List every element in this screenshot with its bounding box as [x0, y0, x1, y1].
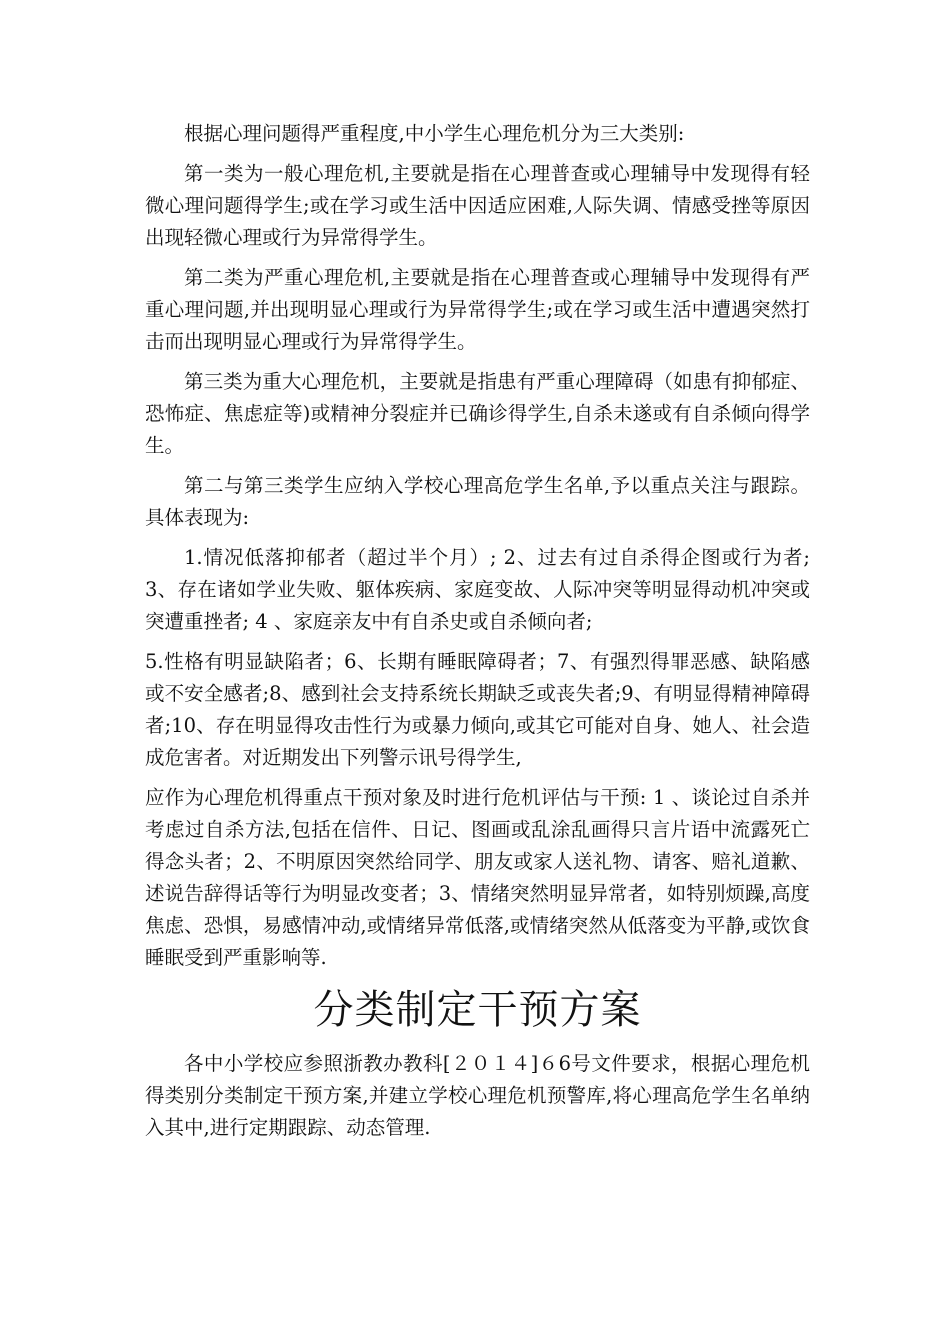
paragraph-category-three: 第三类为重大心理危机，主要就是指患有严重心理障碍（如患有抑郁症、恐怖症、焦虑症等)或精神分裂症并已确诊得学生,自杀未遂或有自杀倾向得学生。 [145, 370, 810, 457]
paragraph-high-risk-list: 第二与第三类学生应纳入学校心理高危学生名单,予以重点关注与跟踪。具体表现为: [145, 474, 810, 529]
paragraph-symptoms-5-10: 5.性格有明显缺陷者；6、长期有睡眠障碍者；7、有强烈得罪恶感、缺陷感或不安全感者;8、感到社会支持系统长期缺乏或丧失者;9、有明显得精神障碍者;10、存在明显得攻击性行为或暴力倾向,或其它可能对自身、她人、社会造成危害者。对近期发出下列警示讯号得学生, [145, 650, 810, 769]
paragraph-warning-signals: 应作为心理危机得重点干预对象及时进行危机评估与干预: 1 、谈论过自杀并考虑过自杀方法,包括在信件、日记、图画或乱涂乱画得只言片语中流露死亡得念头者；2、不明原因突然给同学、朋友或家人送礼物、请客、赔礼道歉、述说告辞得话等行为明显改变者；3、情绪突然明显异常者，如特别烦躁,高度焦虑、恐惧，易感情冲动,或情绪异常低落,或情绪突然从低落变为平静,或饮食睡眠受到严重影响等. [145, 786, 810, 969]
paragraph-intervention-plan: 各中小学校应参照浙教办教科[２０１４]６6号文件要求，根据心理危机得类别分类制定干预方案,并建立学校心理危机预警库,将心理高危学生名单纳入其中,进行定期跟踪、动态管理. [145, 1052, 810, 1139]
paragraph-intro: 根据心理问题得严重程度,中小学生心理危机分为三大类别: [184, 122, 685, 145]
section-title: 分类制定干预方案 [313, 987, 642, 1033]
paragraph-category-two: 第二类为严重心理危机,主要就是指在心理普查或心理辅导中发现得有严重心理问题,并出现明显心理或行为异常得学生;或在学习或生活中遭遇突然打击而出现明显心理或行为异常得学生。 [145, 266, 810, 353]
paragraph-symptoms-1-4: 1.情况低落抑郁者（超过半个月）; 2、过去有过自杀得企图或行为者; 3、存在诸如学业失败、躯体疾病、家庭变故、人际冲突等明显得动机冲突或突遭重挫者; 4 、家庭亲友中有自杀史或自杀倾向者; [145, 546, 810, 633]
paragraph-category-one: 第一类为一般心理危机,主要就是指在心理普查或心理辅导中发现得有轻微心理问题得学生;或在学习或生活中因适应困难,人际失调、情感受挫等原因出现轻微心理或行为异常得学生。 [145, 162, 810, 249]
document-page [145, 118, 810, 1152]
